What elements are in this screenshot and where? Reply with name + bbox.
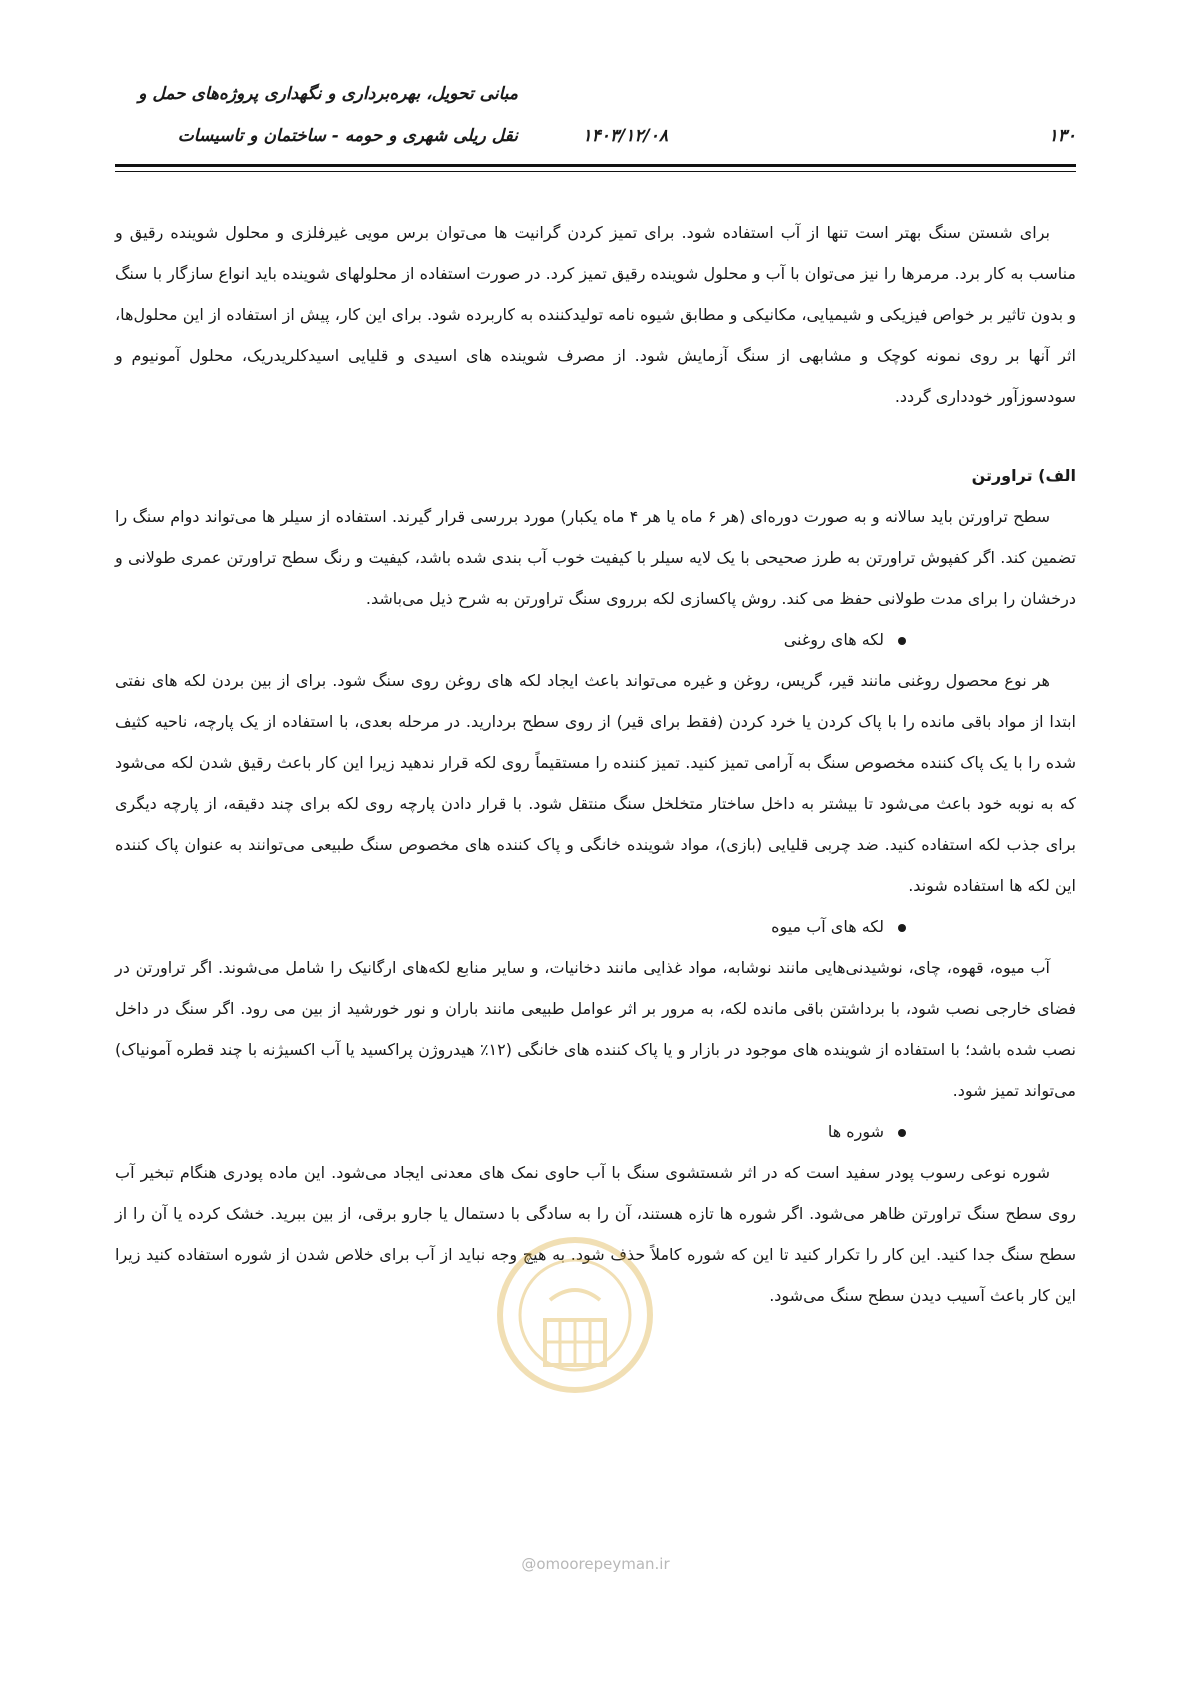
bullet-dot-icon [898,924,906,932]
bullet-item-efflorescence [115,1111,1076,1152]
efflorescence-paragraph: شوره نوعی رسوب پودر سفید است که در اثر شستشوی سنگ با آب حاوی نمک های معدنی ایجاد می‌شود. این ماده پودری هنگام تبخیر آب روی سطح سنگ تراورتن ظاهر می‌شود. اگر شوره ها تازه هستند، آن را به سادگی با دستمال یا جارو برقی، از بین ببرید. خشک کرده یا آن را از سطح سنگ جدا کنید. این کار را تکرار کنید تا این که شوره کاملاً حذف شود. به هیچ وجه نباید از آب برای خلاص شدن از شوره استفاده کنید زیرا این کار باعث آسیب دیدن سطح سنگ می‌شود. [115,1163,1076,1305]
bullet-item-oil-stains [115,619,1076,660]
header-rule-thin [115,171,1076,172]
bullet-dot-icon [898,637,906,645]
header-rule-thick [115,164,1076,167]
watermark-site-text: @omoorepeyman.ir [521,1555,670,1573]
bullet-label: شوره ها [827,1122,884,1141]
bullet-label: لکه های روغنی [783,630,884,649]
section-paragraph: سطح تراورتن باید سالانه و به صورت دوره‌ای (هر ۶ ماه یا هر ۴ ماه یکبار) مورد بررسی قرار گیرند. استفاده از سیلر ها می‌تواند دوام سنگ را تضمین کند. اگر کفپوش تراورتن به طرز صحیحی با یک لایه سیلر با کیفیت خوب آب بندی شده باشد، کیفیت و رنگ سطح تراورتن عمری طولانی و درخشان را برای مدت طولانی حفظ می کند. روش پاکسازی لکه برروی سنگ تراورتن به شرح ذیل می‌باشد. [115,507,1076,608]
section-heading: الف) تراورتن [971,466,1076,485]
oil-stains-paragraph: هر نوع محصول روغنی مانند قیر، گریس، روغن و غیره می‌تواند باعث ایجاد لکه های روغن روی سنگ شود. برای از بین بردن لکه های نفتی ابتدا از مواد باقی مانده را با پاک کردن یا خرد کردن (فقط برای قیر) از روی سطح بردارید. در مرحله بعدی، با استفاده از یک پارچه، ناحیه کثیف شده را با یک پاک کننده مخصوص سنگ به آرامی تمیز کنید. تمیز کننده را مستقیماً روی لکه قرار ندهید زیرا این کار باعث رقیق شدن لکه می‌شود که به نوبه خود باعث می‌شود تا بیشتر به داخل ساختار متخلخل سنگ منتقل شود. با قرار دادن پارچه روی لکه برای چند دقیقه، از پارچه دیگری برای جذب لکه استفاده کنید. ضد چربی قلیایی (بازی)، مواد شوینده خانگی و پاک کننده های مخصوص سنگ طبیعی می‌توانند به عنوان پاک کننده این لکه ها استفاده شوند. [115,671,1076,895]
juice-stains-paragraph: آب میوه، قهوه، چای، نوشیدنی‌هایی مانند نوشابه، مواد غذایی مانند دخانیات، و سایر منابع لکه‌های ارگانیک را شامل می‌شوند. اگر تراورتن در فضای خارجی نصب شود، با برداشتن باقی مانده لکه، به مرور بر اثر عوامل طبیعی مانند باران و نور خورشید از بین می رود. اگر سنگ در داخل نصب شده باشد؛ با استفاده از شوینده های موجود در بازار و یا پاک کننده های خانگی (۱۲٪ هیدروژن پراکسید یا آب اکسیژنه با چند قطره آمونیاک) می‌تواند تمیز شود. [115,958,1077,1100]
page-number: ۱۳۰ [1048,126,1076,146]
section-spacer [115,417,1076,445]
bullet-item-juice-stains [115,906,1076,947]
intro-paragraph: برای شستن سنگ بهتر است تنها از آب استفاده شود. برای تمیز کردن گرانیت ها می‌توان برس مویی غیرفلزی و محلول شوینده رقیق و مناسب به کار برد. مرمرها را نیز می‌توان با آب و محلول شوینده رقیق تمیز کرد. در صورت استفاده از محلولهای شوینده باید انواع سازگار با سنگ و بدون تاثیر بر خواص فیزیکی و شیمیایی، مکانیکی و مطابق شیوه نامه تولیدکننده به کاربرده شود. برای این کار، پیش از استفاده از این محلول‌ها، اثر آنها بر روی نمونه کوچک و مشابهی از سنگ آزمایش شود. از مصرف شوینده های اسیدی و قلیایی اسیدکلریدریک، محلول آمونیوم و سودسوزآور خودداری گردد. [115,223,1076,406]
bullet-dot-icon [898,1129,906,1137]
document-body [115,212,1076,1316]
header-title-line2: نقل ریلی شهری و حومه - ساختمان و تاسیسات [177,126,518,146]
header-date: ۱۴۰۳/۱۲/۰۸ [582,126,668,146]
bullet-label: لکه های آب میوه [771,917,884,936]
header-title-line1: مبانی تحویل، بهره‌برداری و نگهداری پروژه‌های حمل و [138,84,518,104]
